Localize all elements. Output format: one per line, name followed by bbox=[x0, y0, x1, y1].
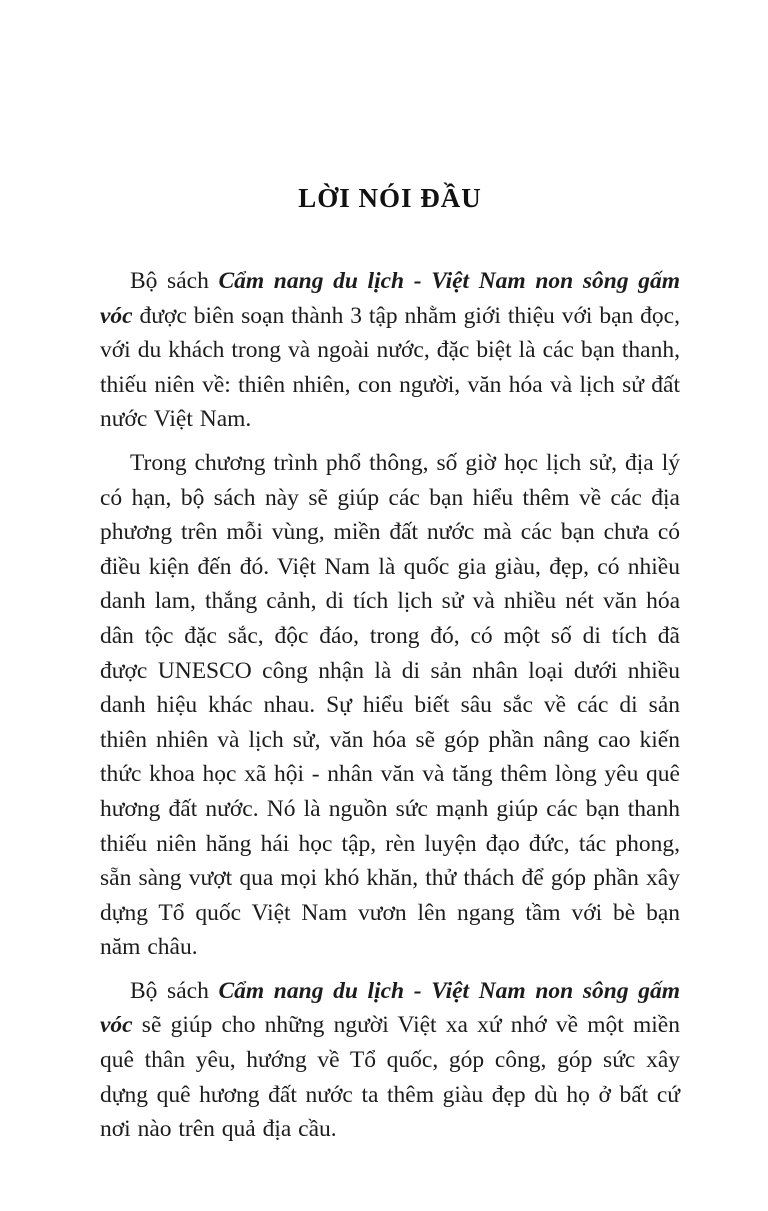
paragraph-1 bbox=[100, 264, 680, 437]
paragraph-2: Trong chương trình phổ thông, số giờ học lịch sử, địa lý có hạn, bộ sách này sẽ giúp các bạn hiểu thêm về các địa phương trên mỗi vùng, miền đất nước mà các bạn chưa có điều kiện đến đó. Việt Nam là quốc gia giàu, đẹp, có nhiều danh lam, thắng cảnh, di tích lịch sử và nhiều nét văn hóa dân tộc đặc sắc, độc đáo, trong đó, có một số di tích đã được UNESCO công nhận là di sản nhân loại dưới nhiều danh hiệu khác nhau. Sự hiểu biết sâu sắc về các di sản thiên nhiên và lịch sử, văn hóa sẽ góp phần nâng cao kiến thức khoa học xã hội - nhân văn và tăng thêm lòng yêu quê hương đất nước. Nó là nguồn sức mạnh giúp các bạn thanh thiếu niên hăng hái học tập, rèn luyện đạo đức, tác phong, sẵn sàng vượt qua mọi khó khăn, thử thách để góp phần xây dựng Tổ quốc Việt Nam vươn lên ngang tầm với bè bạn năm châu. bbox=[100, 449, 680, 961]
page-title: LỜI NÓI ĐẦU bbox=[298, 183, 482, 213]
paragraph-1-lead: Bộ sách bbox=[130, 268, 219, 294]
paragraph-3-rest: sẽ giúp cho những người Việt xa xứ nhớ về một miền quê thân yêu, hướng về Tổ quốc, góp công, góp sức xây dựng quê hương đất nước ta thêm giàu đẹp dù họ ở bất cứ nơi nào trên quả địa cầu. bbox=[100, 1012, 680, 1143]
book-title-emphasis: Cẩm nang du lịch - Việt Nam non sông gấm vóc bbox=[100, 268, 681, 329]
book-title-emphasis: Cẩm nang du lịch - Việt Nam non sông gấm vóc bbox=[100, 977, 681, 1039]
paragraph-3-lead: Bộ sách bbox=[130, 977, 219, 1004]
paragraph-1-rest: được biên soạn thành 3 tập nhằm giới thiệu với bạn đọc, với du khách trong và ngoài nước, đặc biệt là các bạn thanh, thiếu niên về: thiên nhiên, con người, văn hóa và lịch sử đất nước Việt Nam. bbox=[100, 302, 680, 433]
paragraph-3 bbox=[100, 974, 680, 1147]
